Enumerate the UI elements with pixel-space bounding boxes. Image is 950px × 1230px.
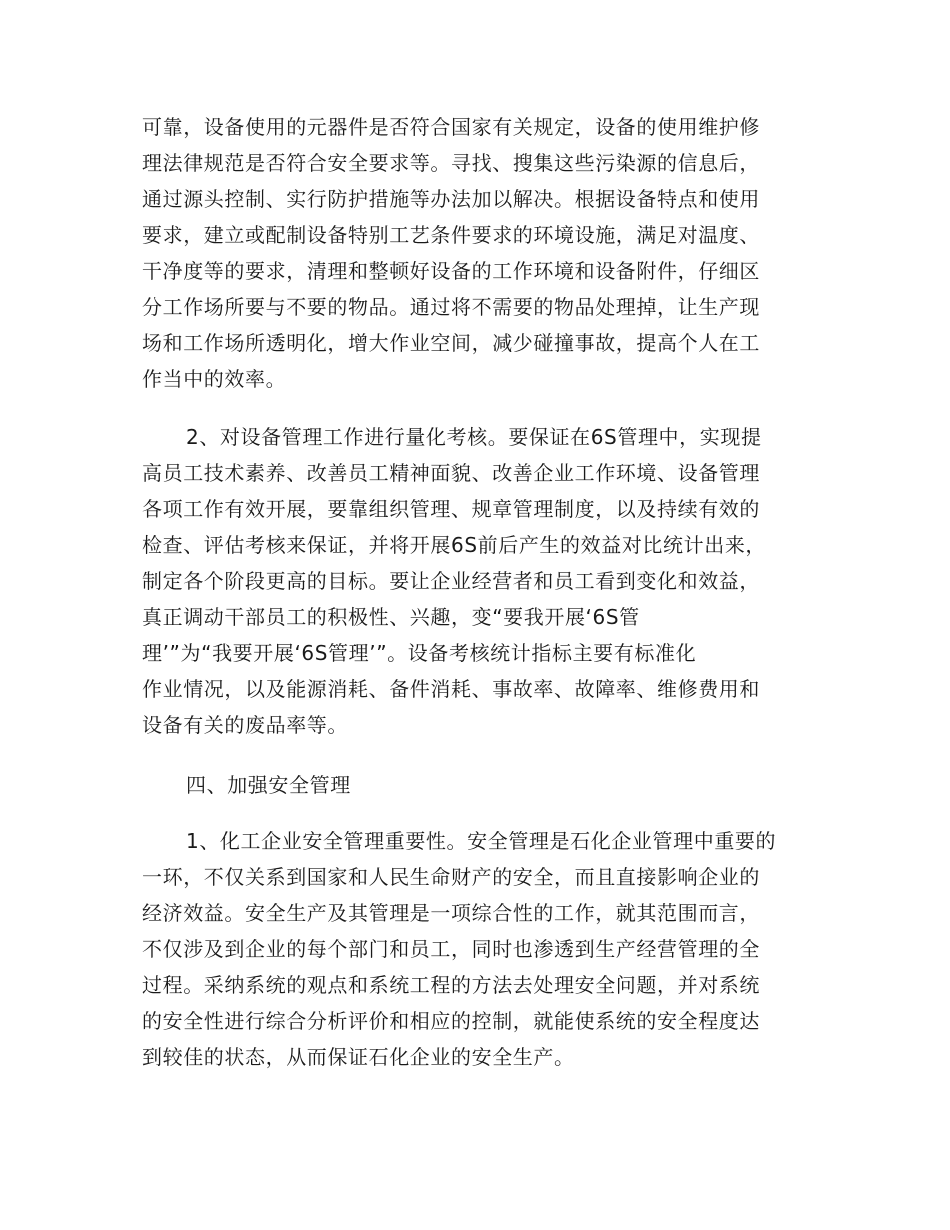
paragraph-line: 各项工作有效开展，要靠组织管理、规章管理制度，以及持续有效的 [142, 497, 760, 521]
paragraph-line: 1、化工企业安全管理重要性。安全管理是石化企业管理中重要的 [186, 829, 777, 853]
paragraph-line: 理法律规范是否符合安全要求等。寻找、搜集这些污染源的信息后， [142, 151, 760, 175]
paragraph-line: 分工作场所要与不要的物品。通过将不需要的物品处理掉，让生产现 [142, 295, 760, 319]
paragraph-line: 要求，建立或配制设备特别工艺条件要求的环境设施，满足对温度、 [142, 223, 760, 247]
section-heading: 四、加强安全管理 [186, 773, 351, 797]
paragraph-line: 2、对设备管理工作进行量化考核。要保证在6S管理中，实现提 [186, 425, 762, 449]
paragraph-line: 场和工作场所透明化，增大作业空间，减少碰撞事故，提高个人在工 [142, 331, 760, 355]
paragraph-line: 一环，不仅关系到国家和人民生命财产的安全，而且直接影响企业的 [142, 865, 760, 889]
paragraph-line: 理’”为“我要开展‘6S管理’”。设备考核统计指标主要有标准化 [142, 641, 697, 665]
paragraph-line: 到较佳的状态，从而保证石化企业的安全生产。 [142, 1045, 575, 1069]
paragraph-line: 作业情况，以及能源消耗、备件消耗、事故率、故障率、维修费用和 [142, 677, 760, 701]
paragraph-line: 制定各个阶段更高的目标。要让企业经营者和员工看到变化和效益， [142, 569, 760, 593]
paragraph-line: 的安全性进行综合分析评价和相应的控制，就能使系统的安全程度达 [142, 1009, 760, 1033]
paragraph-line: 设备有关的废品率等。 [142, 713, 348, 737]
paragraph-line: 检查、评估考核来保证，并将开展6S前后产生的效益对比统计出来， [142, 533, 767, 557]
paragraph-line: 真正调动干部员工的积极性、兴趣，变“要我开展‘6S管 [142, 605, 640, 629]
paragraph-line: 不仅涉及到企业的每个部门和员工，同时也渗透到生产经营管理的全 [142, 937, 760, 961]
paragraph-line: 通过源头控制、实行防护措施等办法加以解决。根据设备特点和使用 [142, 187, 760, 211]
paragraph-line: 可靠，设备使用的元器件是否符合国家有关规定，设备的使用维护修 [142, 115, 760, 139]
paragraph-line: 作当中的效率。 [142, 367, 287, 391]
paragraph-line: 过程。采纳系统的观点和系统工程的方法去处理安全问题，并对系统 [142, 973, 760, 997]
paragraph-line: 干净度等的要求，清理和整顿好设备的工作环境和设备附件，仔细区 [142, 259, 760, 283]
paragraph-line: 经济效益。安全生产及其管理是一项综合性的工作，就其范围而言， [142, 901, 760, 925]
paragraph-line: 高员工技术素养、改善员工精神面貌、改善企业工作环境、设备管理 [142, 461, 760, 485]
